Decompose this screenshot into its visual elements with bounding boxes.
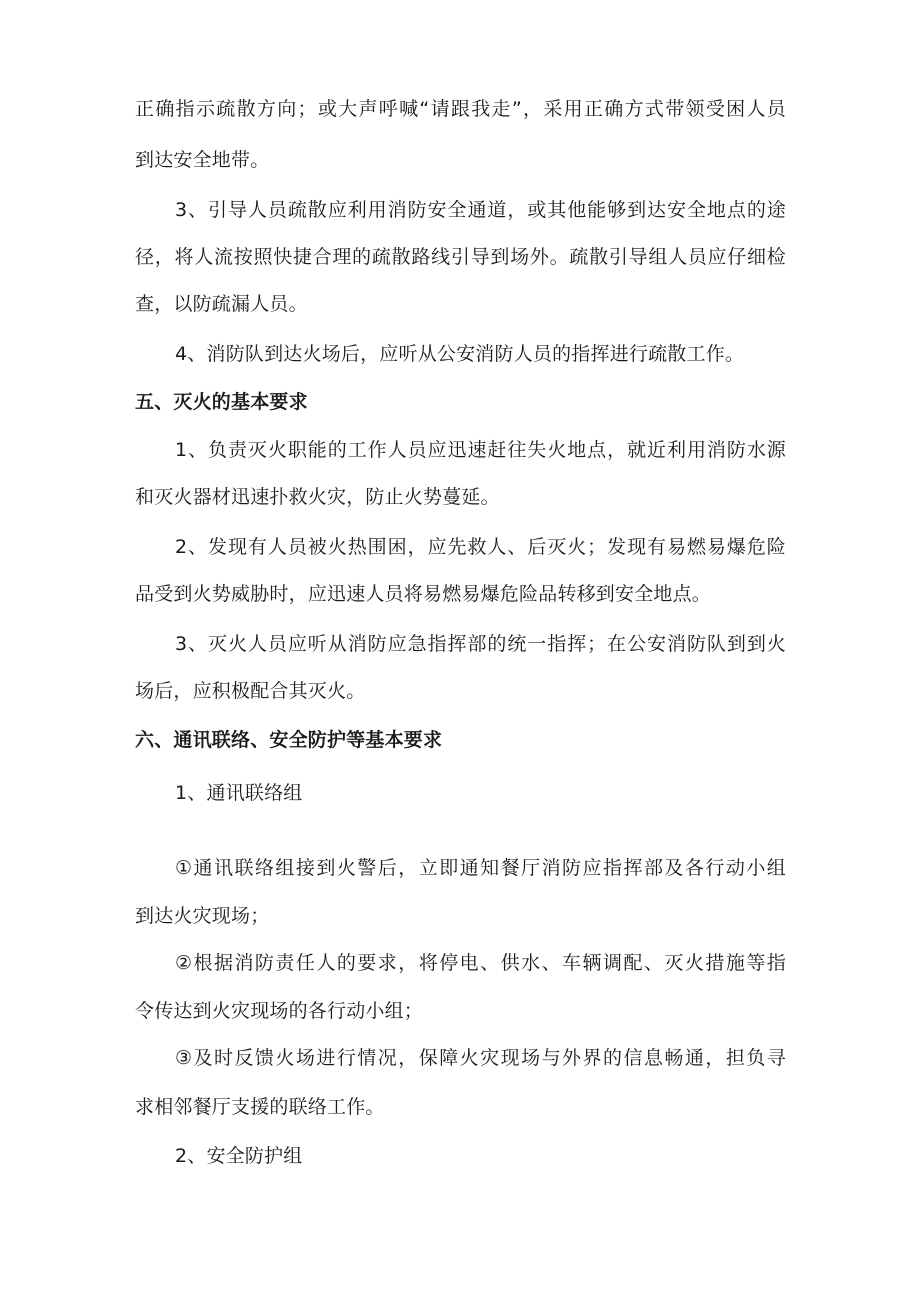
paragraph-line: 径，将人流按照快捷合理的疏散路线引导到场外。疏散引导组人员应仔细检 (135, 246, 786, 268)
paragraph-line: 正确指示疏散方向；或大声呼喊“请跟我走”，采用正确方式带领受困人员 (135, 98, 786, 120)
paragraph-line: 到达火灾现场； (135, 905, 270, 927)
paragraph-line: 2、发现有人员被火热围困，应先救人、后灭火；发现有易燃易爆危险 (175, 536, 786, 558)
paragraph-line: ③及时反馈火场进行情况，保障火灾现场与外界的信息畅通，担负寻 (175, 1047, 786, 1069)
paragraph-line: 3、灭火人员应听从消防应急指挥部的统一指挥；在公安消防队到到火 (175, 633, 786, 655)
paragraph-line: 4、消防队到达火场后，应听从公安消防人员的指挥进行疏散工作。 (175, 343, 745, 365)
paragraph-line: 查，以防疏漏人员。 (135, 293, 308, 315)
paragraph-line: 3、引导人员疏散应利用消防安全通道，或其他能够到达安全地点的途 (175, 199, 786, 221)
paragraph-line: 求相邻餐厅支援的联络工作。 (135, 1096, 385, 1118)
paragraph-line: ②根据消防责任人的要求，将停电、供水、车辆调配、灭火措施等指 (175, 952, 786, 974)
paragraph-line: 到达安全地带。 (135, 149, 270, 171)
subsection-heading: 2、安全防护组 (175, 1145, 303, 1167)
paragraph-line: 和灭火器材迅速扑救火灾，防止火势蔓延。 (135, 486, 500, 508)
subsection-heading: 1、通讯联络组 (175, 782, 303, 804)
paragraph-line: ①通讯联络组接到火警后，立即通知餐厅消防应指挥部及各行动小组 (175, 857, 786, 879)
section-heading: 五、灭火的基本要求 (135, 391, 308, 413)
section-heading: 六、通讯联络、安全防护等基本要求 (135, 729, 443, 751)
paragraph-line: 场后，应积极配合其灭火。 (135, 680, 366, 702)
paragraph-line: 1、负责灭火职能的工作人员应迅速赶往失火地点，就近利用消防水源 (175, 439, 786, 461)
paragraph-line: 品受到火势威胁时，应迅速人员将易燃易爆危险品转移到安全地点。 (135, 583, 712, 605)
paragraph-line: 令传达到火灾现场的各行动小组； (135, 1000, 424, 1022)
